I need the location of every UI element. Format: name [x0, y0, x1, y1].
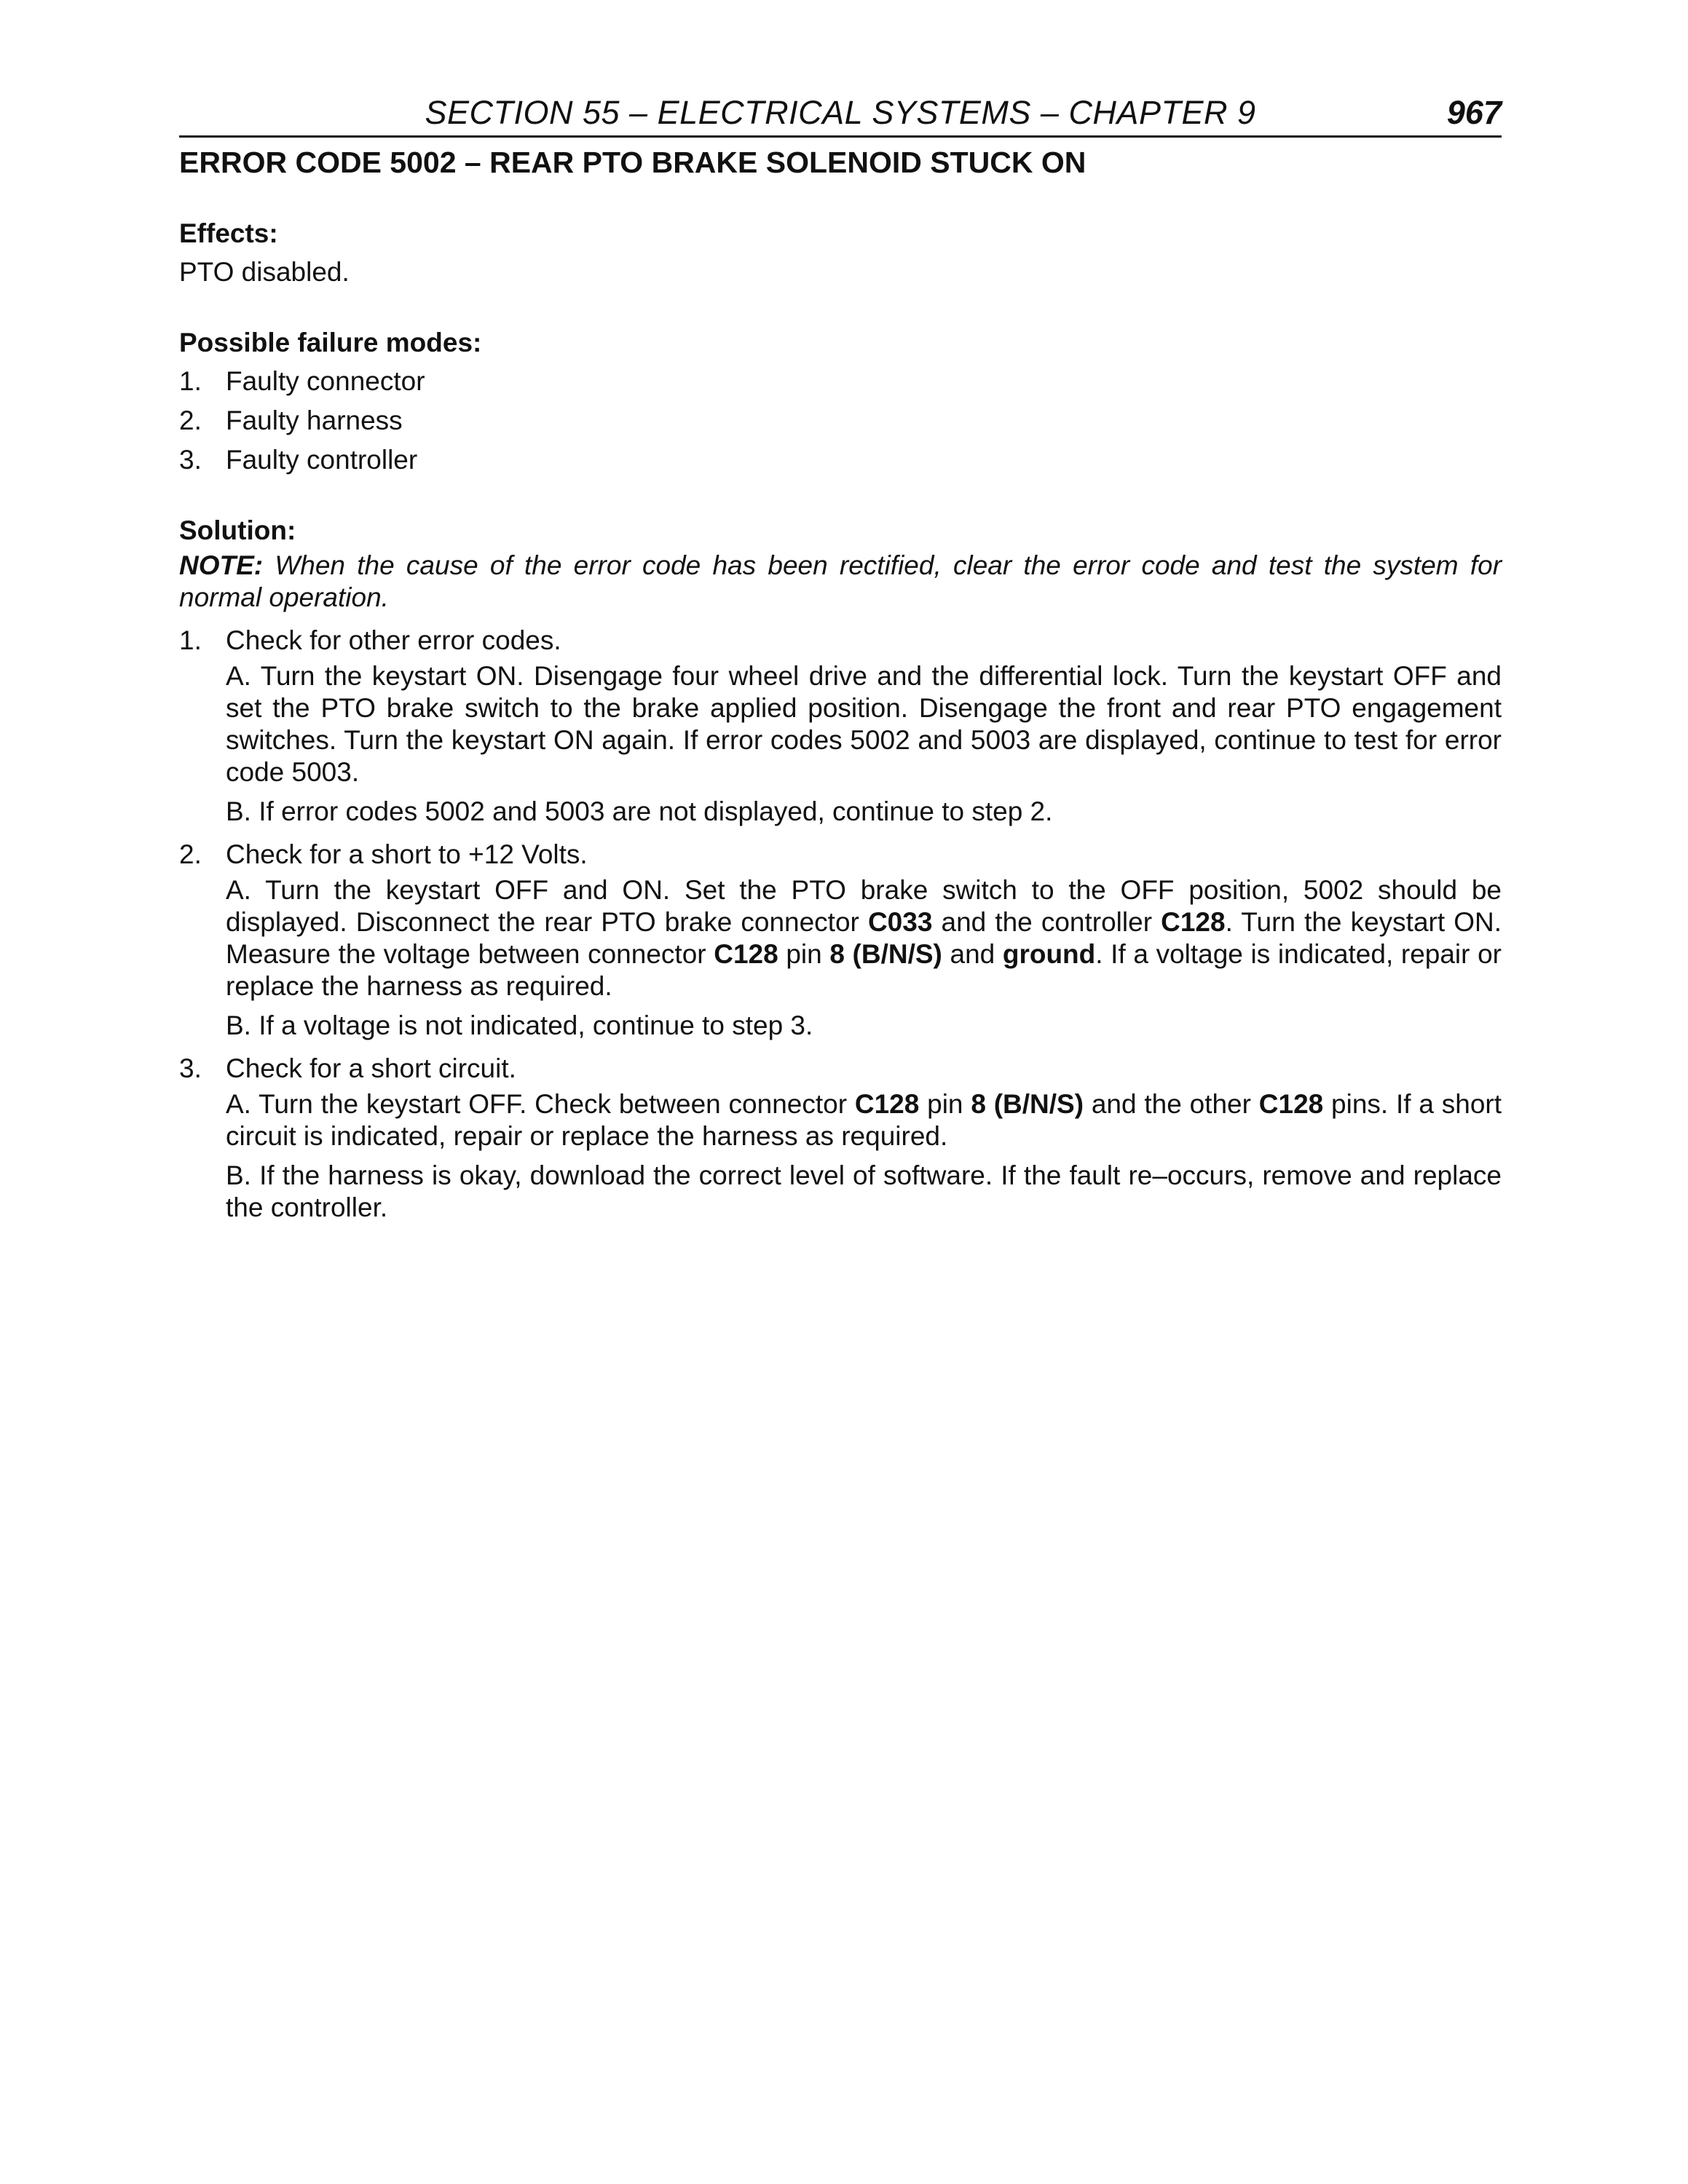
- note-label: NOTE:: [179, 550, 264, 580]
- text-run: and the controller: [932, 907, 1162, 937]
- text-run: pin: [919, 1089, 971, 1119]
- effects-label: Effects:: [179, 218, 278, 248]
- running-header: [179, 93, 1502, 138]
- list-text: Faulty harness: [226, 405, 403, 435]
- step-text: Check for a short circuit.: [226, 1053, 516, 1083]
- list-text: Faulty controller: [226, 445, 418, 475]
- error-code-title: ERROR CODE 5002 – REAR PTO BRAKE SOLENOID STUCK ON: [179, 146, 1086, 179]
- manual-page: [179, 93, 1502, 1231]
- step-1-a: A. Turn the keystart ON. Disengage four wheel drive and the differential lock. Turn the keystart OFF and set the PTO brake switch to the brake applied position. Disengage the front and rear PTO engagement switches. Turn the keystart ON again. If error codes 5002 and 5003 are displayed, continue to test for error code 5003.: [226, 661, 1502, 787]
- text-run: pin: [778, 939, 830, 969]
- note-text: When the cause of the error code has been rectified, clear the error code and test the system for normal operation.: [179, 550, 1502, 612]
- text-run: and: [942, 939, 1003, 969]
- text-run: pins. If a short circuit is indicated, repair or replace the harness as required.: [226, 1089, 1502, 1151]
- step-1-b: B. If error codes 5002 and 5003 are not displayed, continue to step 2.: [226, 796, 1053, 826]
- list-item: [179, 401, 1502, 440]
- solution-label: Solution:: [179, 515, 296, 545]
- connector-ref: C128: [1258, 1089, 1324, 1119]
- list-number: 3.: [179, 445, 202, 475]
- step-2-a: [226, 874, 1502, 1002]
- text-run: A. Turn the keystart OFF and ON. Set the PTO brake switch to the OFF position, 5002 should be displayed. Disconnect the rear PTO brake connector: [226, 875, 1502, 937]
- text-run: . Turn the keystart ON. Measure the voltage between connector: [226, 907, 1502, 969]
- step-number: 1.: [179, 625, 202, 655]
- failure-modes-list: [179, 362, 1502, 480]
- list-item: [179, 362, 1502, 401]
- step-3-a: [226, 1088, 1502, 1152]
- pin-ref: 8 (B/N/S): [971, 1089, 1084, 1119]
- note: [179, 550, 1502, 614]
- section-title: SECTION 55 – ELECTRICAL SYSTEMS – CHAPTER 9: [425, 94, 1256, 131]
- list-number: 2.: [179, 405, 202, 435]
- text-run: A. Turn the keystart OFF. Check between connector: [226, 1089, 855, 1119]
- list-text: Faulty connector: [226, 366, 425, 396]
- pin-ref: 8 (B/N/S): [829, 939, 942, 969]
- step-number: 2.: [179, 839, 202, 869]
- step-text: Check for a short to +12 Volts.: [226, 839, 588, 869]
- connector-ref: C128: [854, 1089, 920, 1119]
- list-number: 1.: [179, 366, 202, 396]
- failure-modes-label: Possible failure modes:: [179, 328, 482, 357]
- list-item: [179, 440, 1502, 480]
- effects-text: PTO disabled.: [179, 257, 350, 287]
- step-1: [179, 621, 1502, 660]
- step-3: [179, 1049, 1502, 1088]
- ground-ref: ground: [1002, 939, 1096, 969]
- step-3-b: B. If the harness is okay, download the correct level of software. If the fault re–occurs, remove and replace the controller.: [226, 1160, 1502, 1222]
- page-number: 967: [1446, 94, 1502, 131]
- text-run: and the other: [1084, 1089, 1259, 1119]
- text-run: . If a voltage is indicated, repair or replace the harness as required.: [226, 939, 1502, 1001]
- connector-ref: C128: [1161, 907, 1226, 937]
- step-2: [179, 835, 1502, 874]
- connector-ref: C128: [714, 939, 778, 969]
- step-number: 3.: [179, 1053, 202, 1083]
- step-text: Check for other error codes.: [226, 625, 561, 655]
- connector-ref: C033: [867, 907, 933, 937]
- step-2-b: B. If a voltage is not indicated, continue to step 3.: [226, 1010, 813, 1040]
